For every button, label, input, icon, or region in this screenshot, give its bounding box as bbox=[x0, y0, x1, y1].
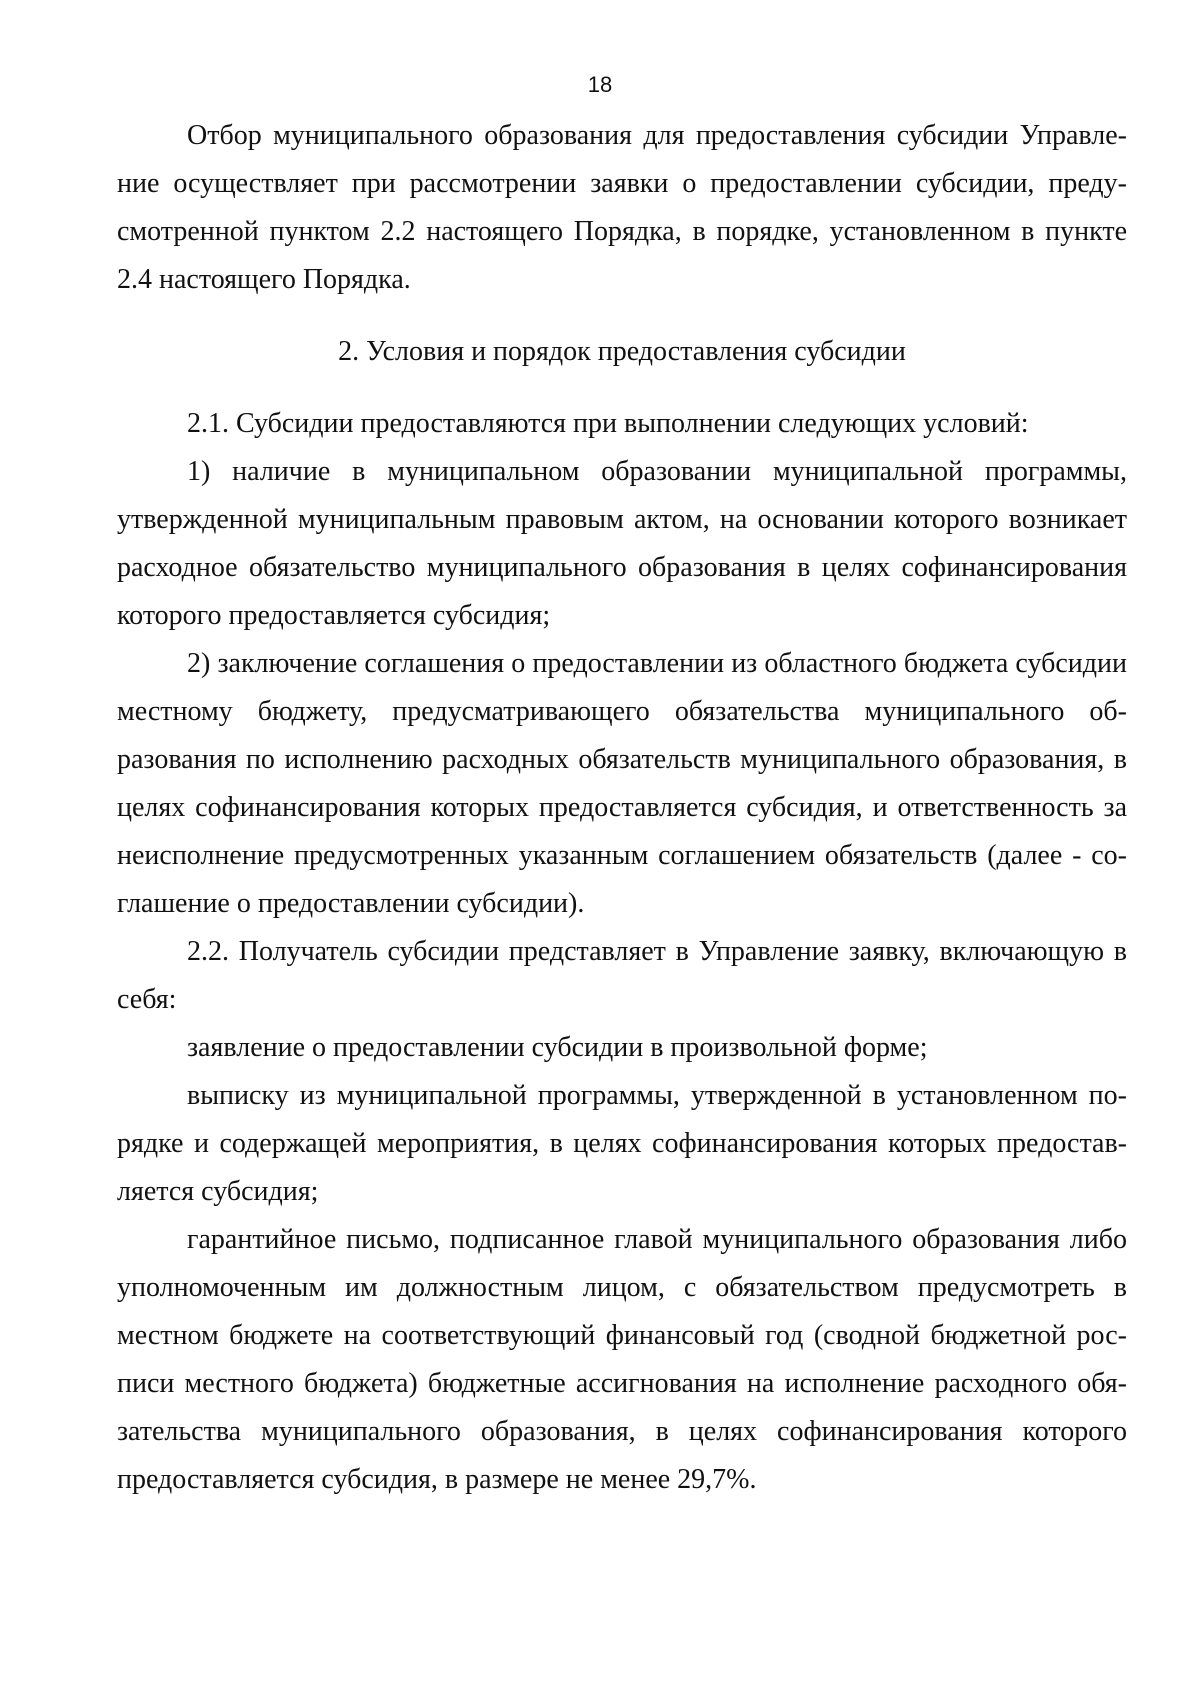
page-number: 18 bbox=[587, 72, 613, 97]
clause-2-2: 2.2. Получатель субсидии представляет в Управление заявку, включающую в себя: bbox=[117, 936, 1127, 1015]
item-guarantee: гарантийное письмо, подписанное главой муниципального образования либо уполномоченным им должностным лицом, с обязательством предусмотреть в местном бюджете на соответствующий финансовый год (сводной бюджетной росписи местного бюджета) бюджетные ассигнования на исполнение расходного обязательства муниципального образования, в целях софинансирования которого предоставляется субсидия, в размере не менее 29,7%. bbox=[117, 1224, 1127, 1495]
item-application: заявление о предоставлении субсидии в произвольной форме; bbox=[187, 1032, 928, 1063]
document-body bbox=[117, 112, 1127, 1504]
condition-1: 1) наличие в муниципальном образовании муниципальной программы, утвержденной муниципальным правовым актом, на основании которого возникает расходное обязательство муниципального образования в целях софинансирования которого предоставляется субсидия; bbox=[117, 456, 1127, 631]
section-heading: 2. Условия и порядок предоставления субсидии bbox=[338, 336, 906, 367]
intro-paragraph: Отбор муниципального образования для предоставления субсидии Управление осуществляет при рассмотрении заявки о предоставлении субсидии, предусмотренной пунктом 2.2 настоящего Порядка, в порядке, установленном в пункте 2.4 настоящего Порядка. bbox=[117, 120, 1127, 295]
clause-2-1: 2.1. Субсидии предоставляются при выполнении следующих условий: bbox=[187, 408, 1029, 439]
condition-2: 2) заключение соглашения о предоставлении из областного бюджета субсидии местному бюджету, предусматривающего обязательства муниципального образования по исполнению расходных обязательств муниципального образования, в целях софинансирования которых предоставляется субсидия, и ответственность за неисполнение предусмотренных указанным соглашением обязательств (далее - соглашение о предоставлении субсидии). bbox=[117, 648, 1127, 919]
item-extract: выписку из муниципальной программы, утвержденной в установленном порядке и содержащей мероприятия, в целях софинансирования которых предоставляется субсидия; bbox=[117, 1080, 1127, 1207]
